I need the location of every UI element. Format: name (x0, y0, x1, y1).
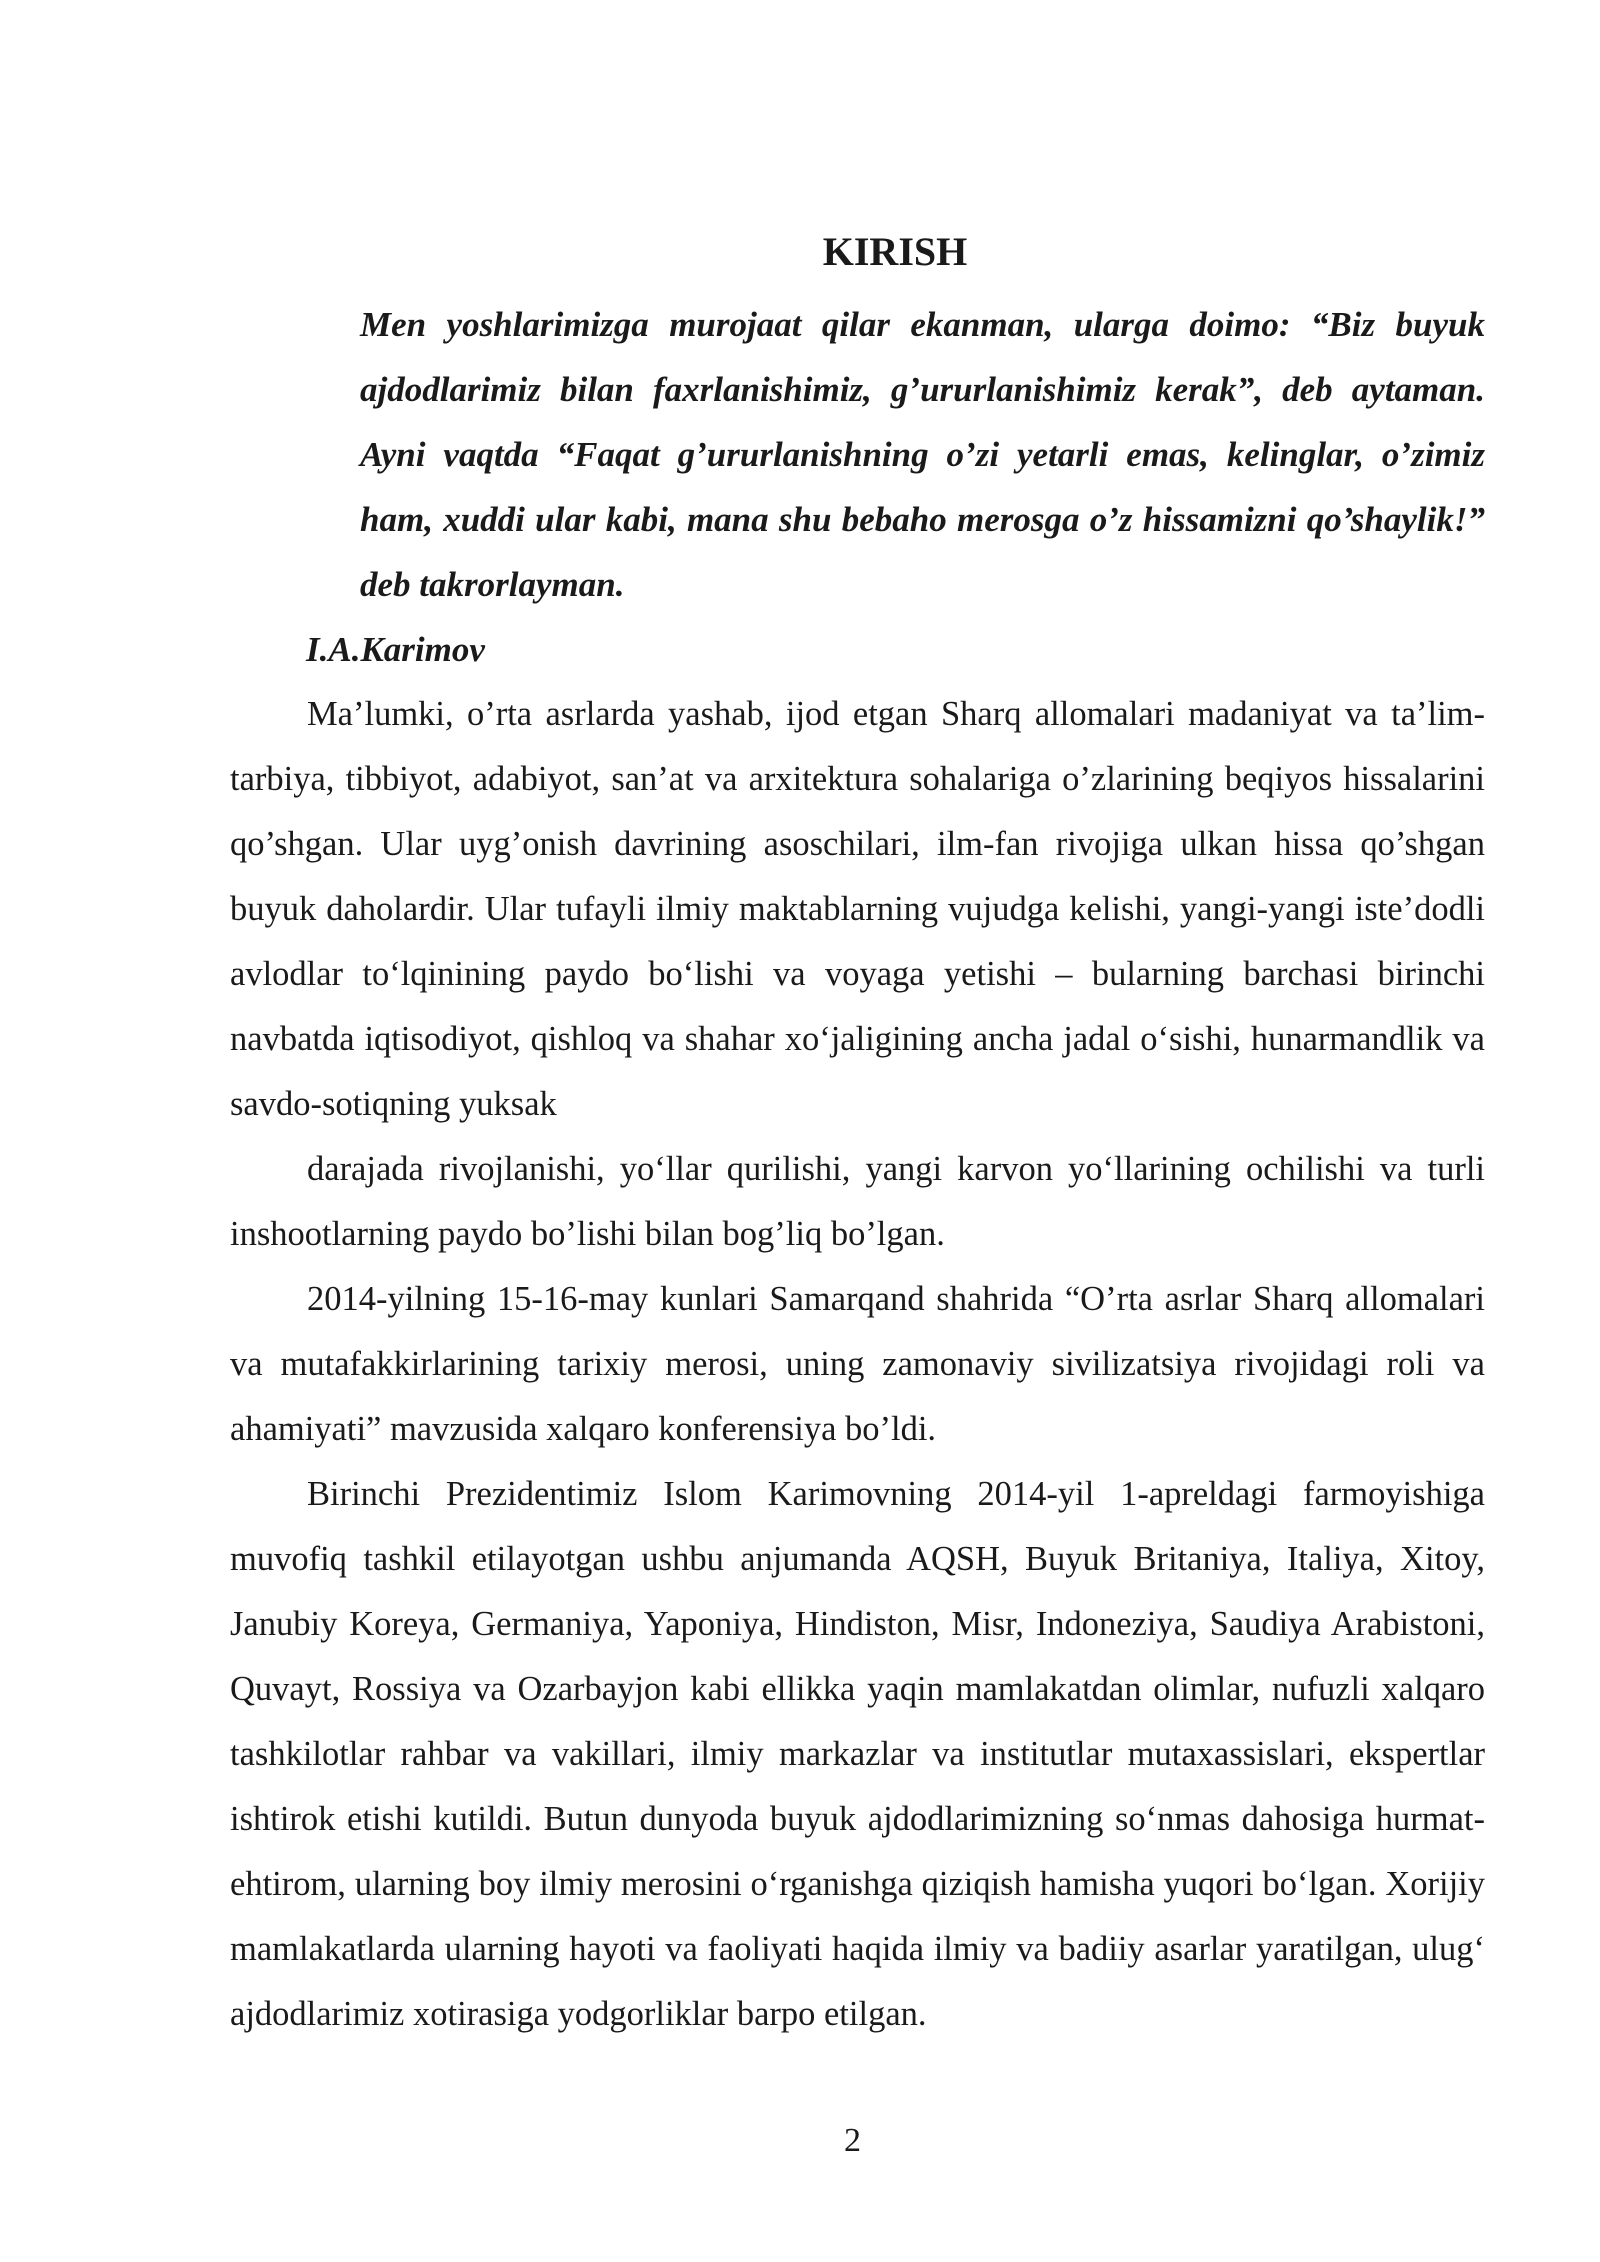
page-number: 2 (844, 2122, 861, 2159)
paragraph-2: darajada rivojlanishi, yo‘llar qurilishi, yangi karvon yo‘llarining ochilishi va turli inshootlarning paydo bo’lishi bilan bog’liq bo’lgan. (230, 1150, 1485, 1253)
paragraph-4: Birinchi Prezidentimiz Islom Karimovning 2014-yil 1-apreldagi farmoyishiga muvofiq tashkil etilayotgan ushbu anjumanda AQSH, Buyuk Britaniya, Italiya, Xitoy, Janubiy Koreya, Germaniya, Yaponiya, Hindiston, Misr, Indoneziya, Saudiya Arabistoni, Quvayt, Rossiya va Ozarbayjon kabi ellikka yaqin mamlakatdan olimlar, nufuzli xalqaro tashkilotlar rahbar va vakillari, ilmiy markazlar va institutlar mutaxassislari, ekspertlar ishtirok etishi kutildi. Butun dunyoda buyuk ajdodlarimizning so‘nmas dahosiga hurmat-ehtirom, ularning boy ilmiy merosini o‘rganishga qiziqish hamisha yuqori bo‘lgan. Xorijiy mamlakatlarda ularning hayoti va faoliyati haqida ilmiy va badiiy asarlar yaratilgan, ulug‘ ajdodlarimiz xotirasiga yodgorliklar barpo etilgan. (230, 1475, 1485, 2033)
paragraph-3: 2014-yilning 15-16-may kunlari Samarqand shahrida “O’rta asrlar Sharq allomalari va mutafakkirlarining tarixiy merosi, uning zamonaviy sivilizatsiya rivojidagi roli va ahamiyati” mavzusida xalqaro konferensiya bo’ldi. (230, 1280, 1485, 1448)
paragraph-1: Ma’lumki, o’rta asrlarda yashab, ijod etgan Sharq allomalari madaniyat va ta’lim-tarbiya, tibbiyot, adabiyot, san’at va arxitektura sohalariga o’zlarining beqiyos hissalarini qo’shgan. Ular uyg’onish davrining asoschilari, ilm-fan rivojiga ulkan hissa qo’shgan buyuk daholardir. Ular tufayli ilmiy maktablarning vujudga kelishi, yangi-yangi iste’dodli avlodlar to‘lqinining paydo bo‘lishi va voyaga yetishi – bularning barchasi birinchi navbatda iqtisodiyot, qishloq va shahar xo‘jaligining ancha jadal o‘sishi, hunarmandlik va savdo-sotiqning yuksak (230, 695, 1485, 1123)
page-title: KIRISH (822, 229, 968, 274)
epigraph-quote: Men yoshlarimizga murojaat qilar ekanman, ularga doimo: “Biz buyuk ajdodlarimiz bilan faxrlanishimiz, g’ururlanishimiz kerak”, deb aytaman. Ayni vaqtda “Faqat g’ururlanishning o’zi yetarli emas, kelinglar, o’zimiz ham, xuddi ular kabi, mana shu bebaho merosga o’z hissamizni qo’shaylik!” deb takrorlayman. (360, 305, 1485, 604)
epigraph-author: I.A.Karimov (306, 630, 485, 669)
body-text (230, 682, 1485, 2047)
